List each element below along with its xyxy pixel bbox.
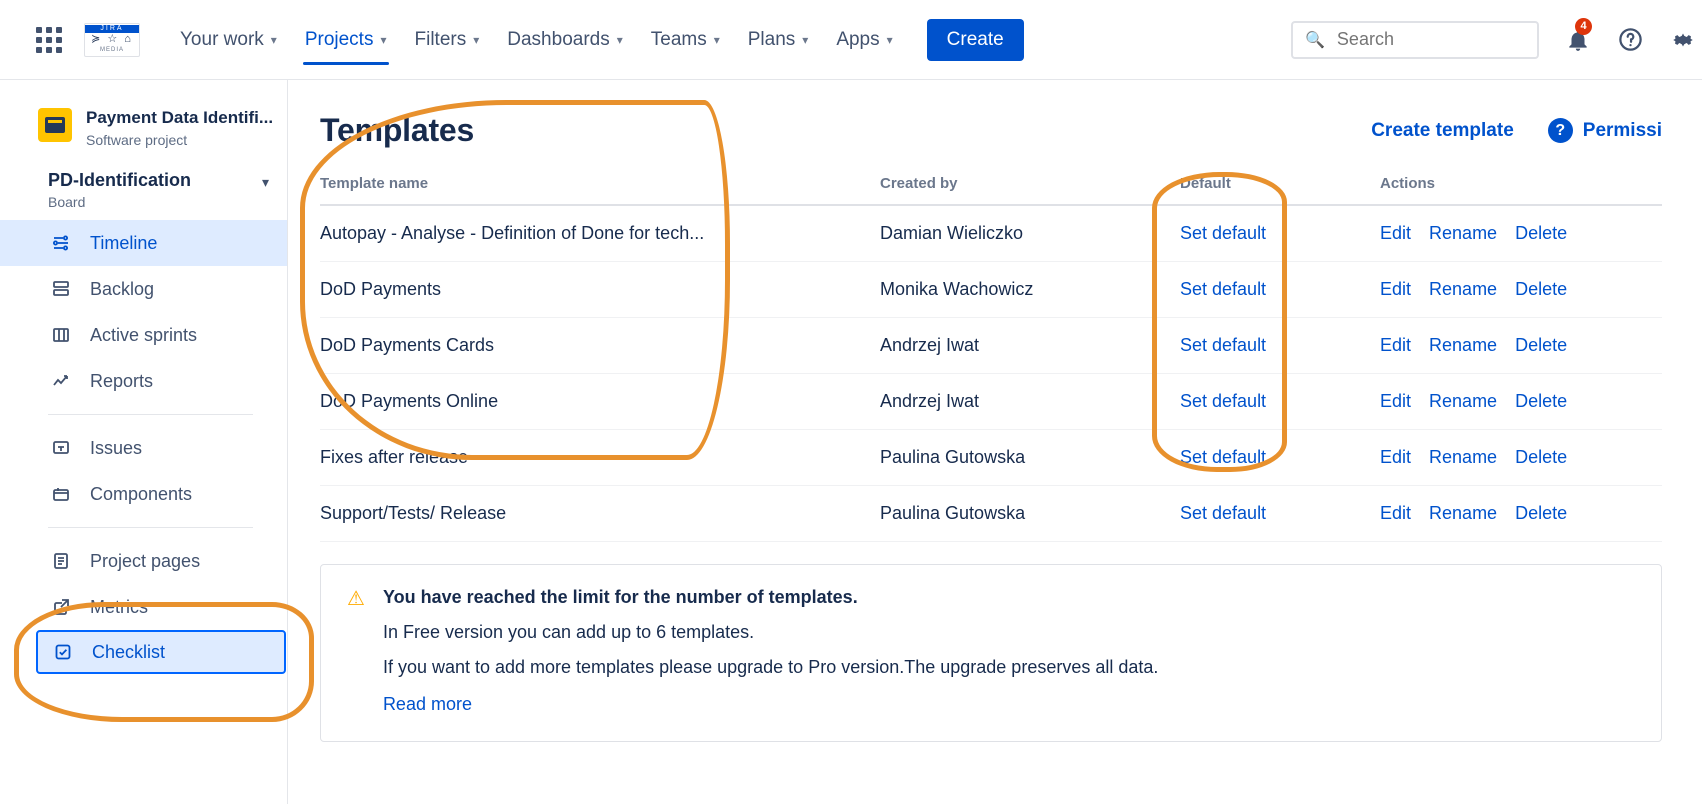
table-header-row	[320, 175, 1662, 205]
nav-item-label: Apps	[836, 28, 880, 50]
template-name[interactable]: Autopay - Analyse - Definition of Done for tech...	[320, 205, 880, 262]
templates-table	[320, 175, 1662, 542]
warning-icon: ⚠	[347, 588, 365, 610]
nav-item-dashboards[interactable]	[493, 0, 636, 79]
row-actions	[1380, 205, 1662, 262]
table-row	[320, 262, 1662, 318]
template-created-by: Paulina Gutowska	[880, 430, 1180, 486]
delete-link[interactable]: Delete	[1515, 391, 1568, 411]
chevron-down-icon: ▾	[473, 32, 480, 47]
create-button[interactable]: Create	[927, 19, 1024, 61]
page-header	[320, 112, 1662, 149]
rename-link[interactable]: Rename	[1429, 335, 1498, 355]
search-box[interactable]	[1291, 21, 1539, 59]
row-actions	[1380, 374, 1662, 430]
chevron-down-icon: ▾	[380, 32, 387, 47]
board-selector[interactable]	[0, 148, 287, 210]
template-name[interactable]: Support/Tests/ Release	[320, 486, 880, 542]
rename-link[interactable]: Rename	[1429, 279, 1498, 299]
sidebar-item-project-pages[interactable]	[0, 538, 287, 584]
timeline-icon	[48, 233, 74, 253]
nav-item-label: Teams	[650, 28, 707, 50]
table-row	[320, 486, 1662, 542]
board-columns-icon	[48, 325, 74, 345]
search-input[interactable]	[1335, 28, 1515, 51]
sidebar-item-checklist[interactable]	[36, 630, 286, 674]
pages-icon	[48, 551, 74, 571]
sidebar-item-label: Reports	[90, 370, 154, 391]
rename-link[interactable]: Rename	[1429, 503, 1498, 523]
nav-right-group	[1291, 21, 1702, 59]
board-subtitle: Board	[48, 194, 86, 211]
jira-logo[interactable]	[84, 23, 140, 57]
template-name[interactable]: Fixes after release	[320, 430, 880, 486]
nav-item-label: Dashboards	[507, 28, 610, 50]
delete-link[interactable]: Delete	[1515, 447, 1568, 467]
column-header-created-by: Created by	[880, 175, 1180, 205]
set-default-link[interactable]: Set default	[1180, 279, 1267, 299]
project-sidebar	[0, 80, 288, 804]
sidebar-item-label: Components	[90, 483, 193, 504]
row-actions	[1380, 486, 1662, 542]
chevron-down-icon: ▾	[616, 32, 623, 47]
project-type: Software project	[86, 132, 188, 149]
set-default-link[interactable]: Set default	[1180, 503, 1267, 523]
page-title: Templates	[320, 112, 475, 148]
template-name[interactable]: DoD Payments Online	[320, 374, 880, 430]
components-icon	[48, 484, 74, 504]
nav-item-list	[166, 0, 1024, 79]
template-created-by: Andrzej Iwat	[880, 318, 1180, 374]
table-row	[320, 205, 1662, 262]
template-name[interactable]: DoD Payments	[320, 262, 880, 318]
main-content	[288, 80, 1702, 804]
table-row	[320, 318, 1662, 374]
question-circle-icon: ?	[1548, 118, 1573, 143]
column-header-default: Default	[1180, 175, 1380, 205]
edit-link[interactable]: Edit	[1380, 503, 1412, 523]
notice-title: You have reached the limit for the number of templates.	[382, 587, 858, 607]
sidebar-item-active-sprints[interactable]	[0, 312, 287, 358]
logo-top-text: JIRA	[85, 25, 139, 34]
nav-item-teams[interactable]	[637, 0, 734, 79]
sidebar-item-label: Backlog	[90, 278, 155, 299]
sidebar-item-label: Metrics	[90, 596, 148, 617]
help-icon[interactable]	[1617, 26, 1644, 53]
chevron-down-icon: ▾	[270, 32, 277, 47]
board-name: PD-Identification	[48, 170, 191, 191]
project-name: Payment Data Identifi...	[86, 108, 274, 127]
checklist-icon	[50, 642, 76, 662]
template-created-by: Andrzej Iwat	[880, 374, 1180, 430]
reports-chart-icon	[48, 371, 74, 391]
template-created-by: Monika Wachowicz	[880, 262, 1180, 318]
create-template-button[interactable]: Create template	[1371, 119, 1514, 141]
row-actions	[1380, 430, 1662, 486]
logo-mid-text: ≽ ☆ ⌂	[91, 33, 133, 46]
edit-link[interactable]: Edit	[1380, 447, 1412, 467]
template-name[interactable]: DoD Payments Cards	[320, 318, 880, 374]
row-actions	[1380, 318, 1662, 374]
chevron-down-icon: ▾	[886, 32, 893, 47]
logo-bottom-text: MEDIA	[99, 47, 124, 53]
sidebar-item-backlog[interactable]	[0, 266, 287, 312]
chevron-down-icon[interactable]: ▾	[261, 174, 269, 191]
notifications-bell-icon[interactable]	[1565, 20, 1591, 53]
nav-item-filters[interactable]	[401, 0, 494, 79]
page-header-actions	[1371, 118, 1662, 143]
sidebar-item-list	[0, 220, 287, 674]
metrics-external-icon	[48, 597, 74, 617]
chevron-down-icon: ▾	[802, 32, 809, 47]
template-created-by: Damian Wieliczko	[880, 205, 1180, 262]
row-actions	[1380, 262, 1662, 318]
column-header-template-name: Template name	[320, 175, 880, 205]
backlog-icon	[48, 279, 74, 299]
sidebar-item-components[interactable]	[0, 471, 287, 517]
read-more-link[interactable]: Read more	[382, 694, 472, 714]
sidebar-item-label: Active sprints	[90, 324, 198, 345]
set-default-link[interactable]: Set default	[1180, 391, 1267, 411]
set-default-link[interactable]: Set default	[1180, 335, 1267, 355]
sidebar-item-label: Issues	[90, 437, 143, 458]
app-switcher-icon[interactable]	[36, 27, 62, 53]
delete-link[interactable]: Delete	[1515, 503, 1568, 523]
project-header[interactable]	[0, 80, 287, 148]
chevron-down-icon: ▾	[713, 32, 720, 47]
set-default-link[interactable]: Set default	[1180, 447, 1267, 467]
notice-line-1: In Free version you can add up to 6 templates.	[382, 622, 755, 642]
edit-link[interactable]: Edit	[1380, 391, 1412, 411]
edit-link[interactable]: Edit	[1380, 335, 1412, 355]
rename-link[interactable]: Rename	[1429, 391, 1498, 411]
rename-link[interactable]: Rename	[1429, 223, 1498, 243]
nav-item-projects[interactable]	[291, 0, 401, 79]
nav-item-your-work[interactable]	[166, 0, 291, 79]
set-default-link[interactable]: Set default	[1180, 223, 1267, 243]
nav-item-label: Projects	[304, 28, 374, 50]
top-navigation-bar	[0, 0, 1702, 80]
sidebar-item-label: Timeline	[90, 232, 158, 253]
permissions-button[interactable]	[1548, 118, 1662, 143]
sidebar-item-reports[interactable]	[0, 358, 287, 404]
sidebar-item-metrics[interactable]	[0, 584, 287, 630]
sidebar-item-timeline[interactable]	[0, 220, 287, 266]
nav-item-label: Your work	[180, 28, 264, 50]
delete-link[interactable]: Delete	[1515, 335, 1568, 355]
nav-item-apps[interactable]	[822, 0, 906, 79]
edit-link[interactable]: Edit	[1380, 279, 1412, 299]
delete-link[interactable]: Delete	[1515, 223, 1568, 243]
notice-line-2: If you want to add more templates please upgrade to Pro version.The upgrade preserves all data.	[382, 657, 1159, 677]
project-avatar-icon	[38, 108, 72, 142]
limit-notice	[320, 564, 1662, 742]
sidebar-item-label: Project pages	[90, 550, 201, 571]
nav-item-label: Filters	[414, 28, 467, 50]
table-row	[320, 430, 1662, 486]
column-header-actions: Actions	[1380, 175, 1662, 205]
permissions-label: Permissi	[1582, 119, 1662, 141]
template-created-by: Paulina Gutowska	[880, 486, 1180, 542]
sidebar-divider	[48, 527, 253, 528]
rename-link[interactable]: Rename	[1429, 447, 1498, 467]
edit-link[interactable]: Edit	[1380, 223, 1412, 243]
table-row	[320, 374, 1662, 430]
sidebar-divider	[48, 414, 253, 415]
search-icon: 🔍	[1305, 31, 1325, 49]
sidebar-item-issues[interactable]	[0, 425, 287, 471]
nav-item-plans[interactable]	[734, 0, 823, 79]
issues-icon	[48, 438, 74, 458]
notifications-badge: 4	[1575, 18, 1592, 35]
sidebar-item-label: Checklist	[92, 641, 166, 662]
gear-icon[interactable]	[1670, 27, 1696, 53]
nav-item-label: Plans	[747, 28, 796, 50]
delete-link[interactable]: Delete	[1515, 279, 1568, 299]
